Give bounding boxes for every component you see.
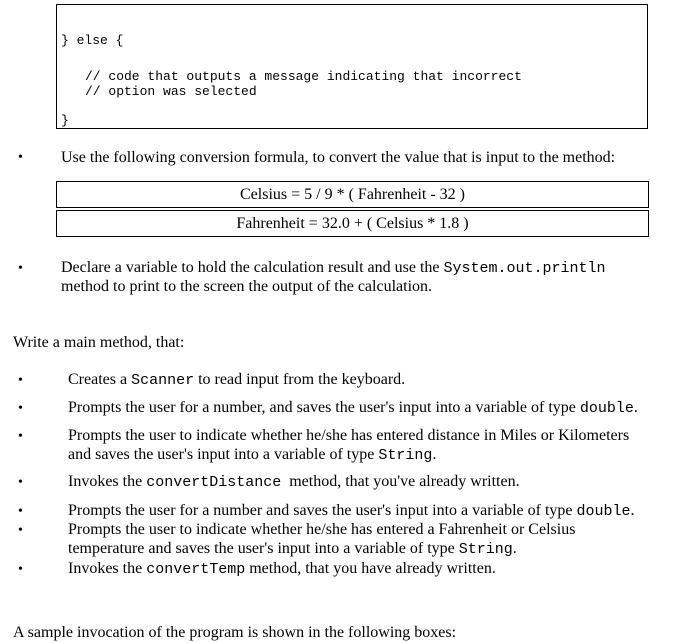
bullet-step-3: • xyxy=(18,429,23,444)
step-3-line-1: Prompts the user to indicate whether he/she has entered distance in Miles or Kilometers xyxy=(68,427,630,444)
step-2-text-b: . xyxy=(633,399,638,416)
step-6-text-a: temperature and saves the user's input into a variable of type xyxy=(68,540,459,557)
scanner-code: Scanner xyxy=(131,372,195,389)
step-5-text-b: . xyxy=(630,502,635,519)
step-6-line-2 xyxy=(68,539,517,559)
code-line-else: } else { xyxy=(61,33,124,48)
double-code-1: double xyxy=(579,400,634,417)
bullet-conversion: • xyxy=(18,150,23,165)
code-snippet-box xyxy=(56,4,648,129)
fahrenheit-formula-box xyxy=(56,210,649,237)
bullet-step-5: • xyxy=(18,504,23,519)
string-code-1: String xyxy=(378,447,433,464)
sample-invocation-text: A sample invocation of the program is shown in the following boxes: xyxy=(13,624,457,641)
declare-line-2: method to print to the screen the output of the calculation. xyxy=(61,278,433,295)
celsius-formula: Celsius = 5 / 9 * ( Fahrenheit - 32 ) xyxy=(240,186,465,203)
declare-text-1: Declare a variable to hold the calculation result and use the xyxy=(61,259,444,276)
step-6-line-1: Prompts the user to indicate whether he/she has entered a Fahrenheit or Celsius xyxy=(68,521,576,538)
double-code-2: double xyxy=(576,503,631,520)
step-1-text-a: Creates a xyxy=(68,371,132,388)
code-line-comment-2: // option was selected xyxy=(85,84,257,99)
step-4-text-b: method, that you've already written. xyxy=(281,473,520,490)
conversion-intro: Use the following conversion formula, to convert the value that is input to the method: xyxy=(61,149,616,166)
bullet-declare: • xyxy=(18,261,23,276)
step-2-text-a: Prompts the user for a number, and saves the user's input into a variable of type xyxy=(68,399,580,416)
declare-line-1 xyxy=(61,258,606,278)
step-7-text-b: method, that you have already written. xyxy=(245,560,496,577)
bullet-step-7: • xyxy=(18,562,23,577)
code-line-close-brace: } xyxy=(61,113,69,128)
string-code-2: String xyxy=(458,541,513,558)
step-1 xyxy=(68,370,405,390)
bullet-step-6: • xyxy=(18,523,23,538)
step-3-line-2 xyxy=(68,445,436,465)
bullet-step-4: • xyxy=(18,475,23,490)
convert-distance-code: convertDistance xyxy=(146,474,282,491)
step-6-text-b: . xyxy=(512,540,517,557)
step-1-text-b: to read input from the keyboard. xyxy=(194,371,406,388)
bullet-step-2: • xyxy=(18,401,23,416)
code-line-comment-1: // code that outputs a message indicating that incorrect xyxy=(85,69,522,84)
main-method-heading: Write a main method, that: xyxy=(13,334,185,351)
celsius-formula-box xyxy=(56,181,649,208)
step-3-text-b: . xyxy=(432,446,437,463)
step-7 xyxy=(68,559,496,579)
bullet-step-1: • xyxy=(18,373,23,388)
step-3-text-a: and saves the user's input into a variable of type xyxy=(68,446,379,463)
fahrenheit-formula: Fahrenheit = 32.0 + ( Celsius * 1.8 ) xyxy=(236,215,469,232)
step-7-text-a: Invokes the xyxy=(68,560,147,577)
println-code: System.out.println xyxy=(443,260,606,277)
step-5 xyxy=(68,501,635,521)
step-4 xyxy=(68,472,520,492)
convert-temp-code: convertTemp xyxy=(146,561,246,578)
step-4-text-a: Invokes the xyxy=(68,473,147,490)
step-5-text-a: Prompts the user for a number and saves the user's input into a variable of type xyxy=(68,502,577,519)
step-2 xyxy=(68,398,638,418)
